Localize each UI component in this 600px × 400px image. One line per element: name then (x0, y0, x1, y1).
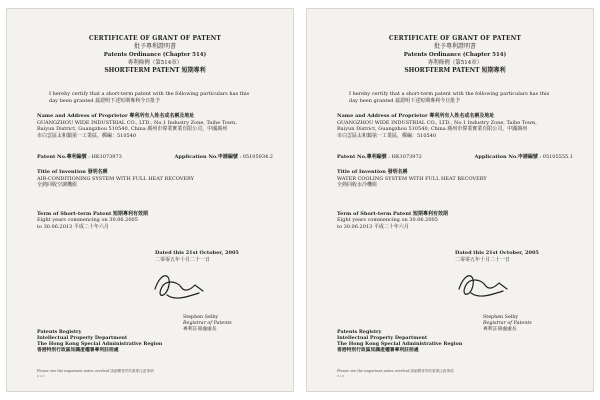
patent-no-label: Patent No.專利編號 (337, 154, 387, 160)
invention-section (337, 169, 573, 189)
ordinance-zh: 專利條例（第514章） (127, 60, 183, 66)
proprietor-line: Baiyun District, Guangzhou 510540, China 廣州市偉業實業有限公司，中國廣州 (37, 126, 228, 132)
certificate-title: CERTIFICATE OF GRANT OF PATENT (88, 35, 222, 42)
patent-type: SHORT-TERM PATENT 短期專利 (104, 67, 206, 74)
numbers-row: Patent No.專利編號 : HK1073972 Application No.申請編號 : 05105555.1 (337, 154, 573, 160)
patent-no: HK1073973 (91, 154, 122, 160)
patent-type: SHORT-TERM PATENT 短期專利 (404, 67, 506, 74)
proprietor-label: Name and Address of Proprietor 專利所有人姓名或名稱及地址 (37, 113, 195, 119)
proprietor-section (37, 113, 273, 139)
application-no-label: Application No.申請編號 (174, 154, 238, 160)
registrar-title: Registrar of Patents (183, 321, 232, 326)
registrar-signature (147, 267, 207, 307)
invention-label: Title of Invention 發明名稱 (337, 169, 408, 175)
form-mark: P.1-6 (337, 374, 345, 378)
certificate-title: CERTIFICATE OF GRANT OF PATENT (388, 35, 522, 42)
term-section: Term of Short-term Patent 短期專利有效期 Eight years commencing on 30.06.2005 to 30.06.2013 平成二十年六月 (337, 211, 573, 231)
registrar-title: Registrar of Patents (483, 321, 532, 326)
dated-block (155, 250, 273, 263)
term-section: Term of Short-term Patent 短期專利有效期 Eight years commencing on 30.06.2005 to 30.06.2013 平成二十年六月 (37, 211, 273, 231)
registrar-name: Stephen Selby (183, 315, 219, 320)
registrar-block (183, 315, 232, 333)
certificate-right (306, 8, 594, 392)
proprietor-line: 市白雲區太和鎮第一工業區，郵編：510540 (337, 132, 437, 139)
ordinance: Patents Ordinance (Chapter 514) (403, 52, 507, 58)
certificate-title-zh: 批予專利證明書 (133, 43, 176, 50)
ordinance-zh: 專利條例（第514章） (427, 60, 483, 66)
form-mark: P.1-6 (37, 374, 45, 378)
office-block: Patents Registry Intellectual Property Department The Hong Kong Special Administrative Region 香港特別行政區知識產權署專利註冊處 (37, 329, 163, 353)
certify-statement: I hereby certify that a short-term patent with the following particulars has this day been granted 茲證明下述短期專利今日批予 (349, 91, 550, 104)
certificate-header (337, 35, 573, 75)
proprietor-label: Name and Address of Proprietor 專利所有人姓名或名稱及地址 (337, 113, 495, 119)
application-no: 05105934.2 (242, 154, 273, 160)
dated-line-zh: 二零零五年十月二十一日 (455, 256, 511, 263)
invention-title: WATER COOLING SYSTEM WITH FULL HEAT RECOVERY (337, 175, 487, 182)
registrar-title-zh: 專利註冊處處長 (483, 327, 517, 332)
registrar-name: Stephen Selby (483, 315, 519, 320)
proprietor-line: GUANGZHOU WIDE INDUSTRIAL CO., LTD., No.1 Industry Zone, Taihe Town, (337, 119, 537, 126)
invention-title-zh: 全熱回收空調機組 (37, 182, 78, 188)
certify-statement: I hereby certify that a short-term patent with the following particulars has this day been granted 茲證明下述短期專利今日批予 (49, 91, 250, 104)
certificate-left (6, 8, 294, 392)
application-no-label: Application No.申請編號 (474, 154, 538, 160)
registrar-signature (453, 265, 513, 305)
registrar-block (483, 315, 532, 333)
certificate-title-zh: 批予專利證明書 (433, 43, 476, 50)
ordinance: Patents Ordinance (Chapter 514) (103, 52, 207, 58)
application-no: 05105555.1 (542, 154, 573, 160)
numbers-row: Patent No.專利編號 : HK1073973 Application No.申請編號 : 05105934.2 (37, 154, 273, 160)
proprietor-line: 市白雲區太和鎮第一工業區，郵編：510540 (37, 132, 137, 139)
patent-no-label: Patent No.專利編號 (37, 154, 87, 160)
registrar-title-zh: 專利註冊處處長 (183, 327, 217, 332)
term-label: Term of Short-term Patent 短期專利有效期 (337, 210, 449, 217)
invention-label: Title of Invention 發明名稱 (37, 169, 108, 175)
dated-block (455, 250, 573, 263)
invention-section (37, 169, 273, 189)
invention-title-zh: 全熱回收水冷機組 (337, 182, 378, 188)
invention-title: AIR-CONDITIONING SYSTEM WITH FULL HEAT RECOVERY (37, 175, 194, 182)
footer-note: Please see the important notes overleaf 請細閱背頁的重要注意事項 P.1-6 (37, 369, 154, 378)
proprietor-line: GUANGZHOU WIDE INDUSTRIAL CO., LTD., No.1 Industry Zone, Taihe Town, (37, 119, 237, 126)
dated-line: Dated this 21st October, 2005 (455, 250, 539, 256)
footer-note: Please see the important notes overleaf 請細閱背頁的重要注意事項 P.1-6 (337, 369, 454, 378)
patent-no: HK1073972 (391, 154, 422, 160)
certificate-header (37, 35, 273, 75)
proprietor-section (337, 113, 573, 139)
dated-line-zh: 二零零五年十月二十一日 (155, 256, 211, 263)
term-label: Term of Short-term Patent 短期專利有效期 (37, 210, 149, 217)
dated-line: Dated this 21st October, 2005 (155, 250, 239, 256)
office-block: Patents Registry Intellectual Property Department The Hong Kong Special Administrative Region 香港特別行政區知識產權署專利註冊處 (337, 329, 463, 353)
proprietor-line: Baiyun District, Guangzhou 510540, China 廣州市偉業實業有限公司，中國廣州 (337, 126, 528, 132)
